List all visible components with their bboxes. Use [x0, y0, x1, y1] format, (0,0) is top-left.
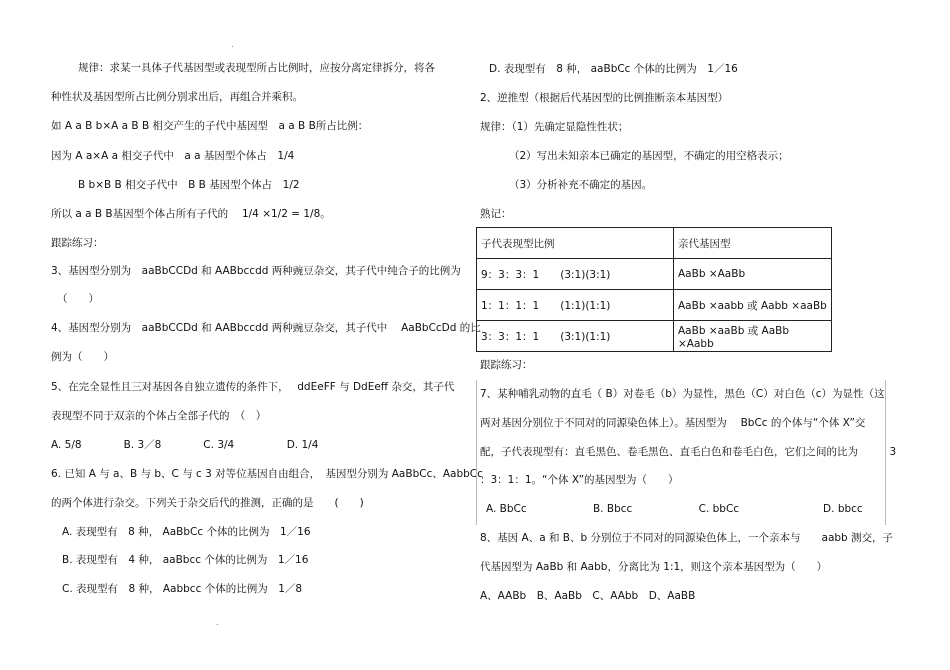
question-5: 表现型不同于双亲的个体占全部子代的 （ ）: [51, 410, 267, 422]
question-7: 两对基因分别位于不同对的同源染色体上）。基因型为 BbCc 的个体与“个体 X”交: [480, 417, 866, 429]
memorize-heading: 熟记：: [480, 208, 512, 220]
section-heading: 跟踪练习：: [480, 359, 533, 371]
rule-text-line: 规律：（1）先确定显隐性性状；: [480, 121, 629, 133]
question-3-blank: （ ）: [57, 293, 99, 305]
question-6-option-a: A. 表现型有 8 种， AaBbCc 个体的比例为 1／16: [62, 526, 311, 538]
section-heading: 2、逆推型（根据后代基因型的比例推断亲本基因型）: [480, 92, 729, 104]
question-8-options: A、AABb B、AaBb C、AAbb D、AaBB: [480, 590, 696, 602]
question-5: 5、在完全显性且三对基因各自独立遗传的条件下， ddEeFF 与 DdEeff 杂交，其子代: [51, 381, 455, 393]
table-cell: AaBb ×AaBb: [674, 259, 832, 290]
example-text-line: B b×B B 相交子代中 B B 基因型个体占 1/2: [78, 179, 300, 191]
table-cell: 1：1：1：1 (1:1)(1:1): [477, 290, 674, 321]
table-row: [477, 321, 832, 352]
table-cell: 3：3：1：1 (3:1)(1:1): [477, 321, 674, 352]
question-6: 6. 已知 A 与 a、B 与 b、C 与 c 3 对等位基因自由组合， 基因型分别为 AaBbCc、AabbCc: [51, 468, 483, 480]
question-6-option-c: C. 表现型有 8 种， Aabbcc 个体的比例为 1／8: [62, 583, 303, 595]
rule-text-line: （3）分析补充不确定的基因。: [509, 179, 653, 191]
table-cell: 9：3：3：1 (3:1)(3:1): [477, 259, 674, 290]
rule-text-line: 规律：求某一具体子代基因型或表现型所占比例时，应按分离定律拆分，将各: [78, 62, 435, 74]
question-7: 配，子代表现型有：直毛黑色、卷毛黑色、直毛白色和卷毛白色，它们之间的比为 3: [480, 446, 897, 458]
table-cell: AaBb ×aaBb 或 AaBb ×Aabb: [674, 321, 832, 352]
example-text-line: 因为 A a×A a 相交子代中 a a 基因型个体占 1/4: [51, 150, 295, 162]
question-6-option-b: B. 表现型有 4 种， aaBbcc 个体的比例为 1／16: [62, 554, 309, 566]
table-header: 亲代基因型: [674, 228, 832, 259]
page-mark: .: [216, 618, 219, 627]
table-header-row: [477, 228, 832, 259]
table-header: 子代表现型比例: [477, 228, 674, 259]
example-text-line: 如 A a B b×A a B B 相交产生的子代中基因型 a a B B所占比例：: [51, 120, 369, 132]
rule-text-line: 种性状及基因型所占比例分别求出后，再组合并乘积。: [51, 91, 303, 103]
question-6: 的两个体进行杂交。下列关于杂交后代的推测，正确的是 ( ): [51, 497, 364, 509]
question-7: ：3：1：1。“个体 X”的基因型为（ ）: [480, 474, 679, 486]
table-row: [477, 290, 832, 321]
question-6-option-d: D. 表现型有 8 种， aaBbCc 个体的比例为 1／16: [489, 63, 738, 75]
question-7: 7、某种哺乳动物的直毛（ B）对卷毛（b）为显性，黑色（C）对白色（c）为显性（这: [480, 388, 885, 400]
example-text-line: 所以 a a B B基因型个体占所有子代的 1/4 ×1/2 = 1/8。: [51, 208, 331, 220]
question-7-options: A. BbCc B. Bbcc C. bbCc D. bbcc: [486, 503, 863, 515]
page-mark: .: [231, 40, 234, 49]
table-row: [477, 259, 832, 290]
question-4: 4、基因型分别为 aaBbCCDd 和 AABbccdd 两种豌豆杂交，其子代中 AaBbCcDd 的比: [51, 322, 481, 334]
rule-text-line: （2）写出未知亲本已确定的基因型，不确定的用空格表示；: [509, 150, 789, 162]
question-8: 代基因型为 AaBb 和 Aabb，分离比为 1:1，则这个亲本基因型为（ ）: [480, 561, 828, 573]
question-8: 8、基因 A、a 和 B、b 分别位于不同对的同源染色体上，一个亲本与 aabb 测交，子: [480, 532, 894, 544]
question-4: 例为（ ）: [51, 351, 114, 363]
genotype-ratio-table: [476, 227, 832, 352]
table-cell: AaBb ×aabb 或 Aabb ×aaBb: [674, 290, 832, 321]
section-heading: 跟踪练习：: [51, 237, 104, 249]
question-5-options: A. 5/8 B. 3／8 C. 3/4 D. 1/4: [51, 439, 319, 451]
question-3: 3、基因型分别为 aaBbCCDd 和 AABbccdd 两种豌豆杂交，其子代中纯合子的比例为: [51, 265, 461, 277]
